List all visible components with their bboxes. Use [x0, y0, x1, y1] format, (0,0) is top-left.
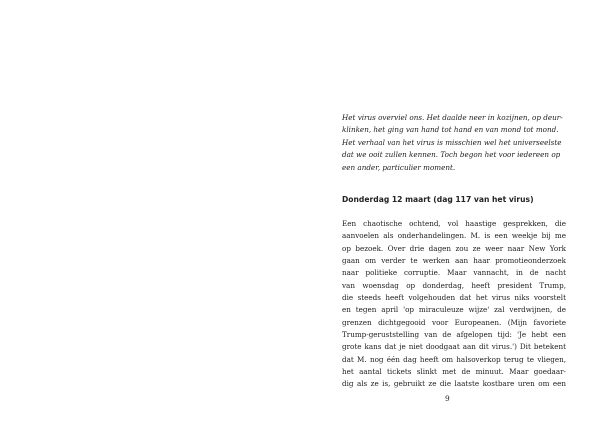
- body-line: op bezoek. Over drie dagen zou ze weer naar New York: [342, 243, 566, 253]
- page-number: 9: [445, 394, 450, 403]
- intro-paragraph: [342, 112, 568, 174]
- body-line: dat M. nog één dag heeft om halsoverkop terug te vliegen,: [342, 354, 566, 364]
- intro-line: dat we ooit zullen kennen. Toch begon het voor iedereen op: [342, 150, 561, 160]
- body-line: aanvoelen als onderhandelingen. M. is een weekje bij me: [342, 231, 566, 241]
- body-line: dig als ze is, gebruikt ze die laatste kostbare uren om een: [342, 379, 566, 389]
- body-line: gaan om verder te werken aan haar promotieonderzoek: [342, 256, 566, 266]
- body-line: van woensdag op donderdag, heeft president Trump,: [342, 280, 566, 290]
- body-line: naar politieke corruptie. Maar vannacht, in de nacht: [342, 268, 566, 278]
- body-line: Een chaotische ochtend, vol haastige gesprekken, die: [342, 219, 566, 228]
- body-line: en tegen april 'op miraculeuze wijze' zal verdwijnen, de: [342, 305, 566, 315]
- intro-line: Het verhaal van het virus is misschien wel het universeelste: [342, 137, 562, 147]
- diary-entry-heading: Donderdag 12 maart (dag 117 van het virus): [342, 195, 534, 204]
- intro-line: een ander, particulier moment.: [342, 162, 456, 172]
- body-line: grote kans dat je niet doodgaat aan dit virus.') Dit betekent: [342, 342, 566, 352]
- body-line: het aantal tickets slinkt met de minuut. Maar goedaar-: [342, 367, 566, 377]
- body-line: die steeds heeft volgehouden dat het virus niks voorstelt: [342, 293, 566, 303]
- right-page: [300, 0, 600, 432]
- intro-line: klinken, het ging van hand tot hand en van mond tot mond.: [342, 125, 559, 135]
- body-line: Trump-geruststelling van de afgelopen tijd: 'Je hebt een: [342, 330, 566, 340]
- body-paragraph: [342, 218, 566, 391]
- intro-line: Het virus overviel ons. Het daalde neer in kozijnen, op deur-: [342, 113, 563, 122]
- body-line: grenzen dichtgegooid voor Europeanen. (Mijn favoriete: [342, 317, 566, 327]
